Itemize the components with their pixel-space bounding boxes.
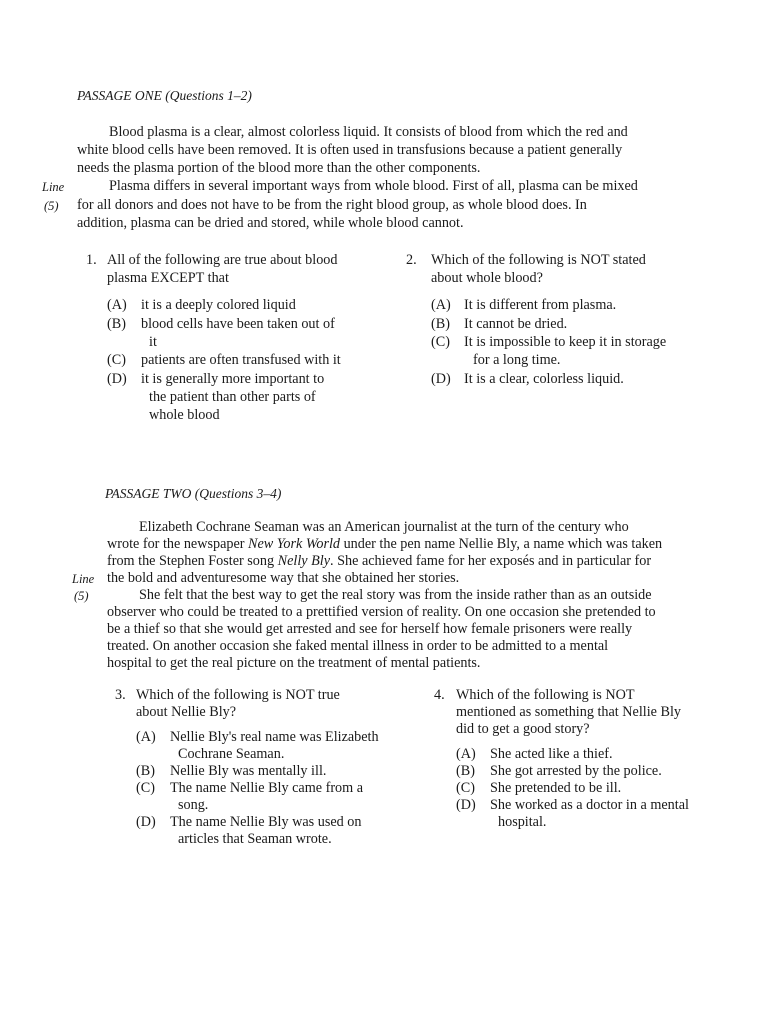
option-letter-c[interactable]: (C) [431,334,450,350]
option-text-a[interactable]: it is a deeply colored liquid [141,297,296,313]
question-stem: plasma EXCEPT that [107,270,229,286]
option-letter-a[interactable]: (A) [107,297,127,313]
option-text-b[interactable]: Nellie Bly was mentally ill. [170,763,327,779]
option-text-d[interactable]: it is generally more important to [141,371,325,387]
option-letter-c[interactable]: (C) [456,780,475,796]
option-text-a[interactable]: Cochrane Seaman. [178,746,285,762]
passage-line: Elizabeth Cochrane Seaman was an American journalist at the turn of the century who [139,519,629,535]
passage-line: from the Stephen Foster song Nelly Bly. She achieved fame for her exposés and in particular for [107,553,652,569]
passage-one-heading: PASSAGE ONE (Questions 1–2) [77,88,252,103]
question-stem: Which of the following is NOT [456,687,635,703]
option-letter-b[interactable]: (B) [107,316,126,332]
option-text-c[interactable]: She pretended to be ill. [490,780,622,796]
passage-line: She felt that the best way to get the real story was from the inside rather than as an outside [139,587,652,603]
question-stem: about Nellie Bly? [136,704,237,720]
question-number: 2. [406,252,417,268]
option-text-d[interactable]: articles that Seaman wrote. [178,831,332,847]
passage-line: treated. On another occasion she faked mental illness in order to be admitted to a mental [107,638,609,654]
italic-title: New York World [248,536,341,552]
question-number: 3. [115,687,126,703]
question-stem: Which of the following is NOT stated [431,252,646,268]
option-letter-b[interactable]: (B) [136,763,155,779]
option-letter-c[interactable]: (C) [107,352,126,368]
option-text-a[interactable]: It is different from plasma. [464,297,617,313]
passage-line: hospital to get the real picture on the treatment of mental patients. [107,655,481,671]
option-letter-d[interactable]: (D) [107,371,127,387]
option-letter-a[interactable]: (A) [431,297,451,313]
option-text-c[interactable]: for a long time. [473,352,561,368]
line-number: (5) [74,589,89,603]
option-text-d[interactable]: It is a clear, colorless liquid. [464,371,624,387]
option-text-d[interactable]: hospital. [498,814,547,830]
option-text-b[interactable]: She got arrested by the police. [490,763,662,779]
option-letter-b[interactable]: (B) [431,316,450,332]
passage-line: Plasma differs in several important ways from whole blood. First of all, plasma can be mixed [109,178,638,194]
option-letter-a[interactable]: (A) [456,746,476,762]
option-text-c[interactable]: song. [178,797,209,813]
question-stem: about whole blood? [431,270,543,286]
passage-line: for all donors and does not have to be from the right blood group, as whole blood does. In [77,197,587,213]
option-text-d[interactable]: The name Nellie Bly was used on [170,814,362,830]
option-text-c[interactable]: It is impossible to keep it in storage [464,334,667,350]
passage-line: the bold and adventuresome way that she obtained her stories. [107,570,460,586]
passage-line: needs the plasma portion of the blood more than the other components. [77,160,481,176]
question-number: 4. [434,687,445,703]
option-letter-a[interactable]: (A) [136,729,156,745]
option-text-c[interactable]: patients are often transfused with it [141,352,341,368]
option-text-b[interactable]: it [149,334,157,350]
line-number: (5) [44,199,59,213]
question-stem: Which of the following is NOT true [136,687,340,703]
option-text-d[interactable]: the patient than other parts of [149,389,316,405]
option-text-a[interactable]: Nellie Bly's real name was Elizabeth [170,729,379,745]
option-text-b[interactable]: It cannot be dried. [464,316,568,332]
option-letter-c[interactable]: (C) [136,780,155,796]
line-label: Line [72,572,95,586]
question-stem: did to get a good story? [456,721,590,737]
passage-line: addition, plasma can be dried and stored, while whole blood cannot. [77,215,464,231]
passage-line: Blood plasma is a clear, almost colorless liquid. It consists of blood from which the red and [109,124,628,140]
italic-title: Nelly Bly [277,553,331,569]
question-number: 1. [86,252,97,268]
option-text-a[interactable]: She acted like a thief. [490,746,613,762]
passage-line: wrote for the newspaper New York World under the pen name Nellie Bly, a name which was taken [107,536,663,552]
passage-line: observer who could be treated to a prettified version of reality. On one occasion she pretended to [107,604,656,620]
passage-line: be a thief so that she would get arrested and see for herself how female prisoners were really [107,621,633,637]
option-text-d[interactable]: whole blood [149,407,220,423]
option-letter-d[interactable]: (D) [456,797,476,813]
option-letter-b[interactable]: (B) [456,763,475,779]
option-letter-d[interactable]: (D) [431,371,451,387]
passage-two-heading: PASSAGE TWO (Questions 3–4) [105,486,282,501]
passage-line: white blood cells have been removed. It is often used in transfusions because a patient generally [77,142,623,158]
option-text-d[interactable]: She worked as a doctor in a mental [490,797,689,813]
option-letter-d[interactable]: (D) [136,814,156,830]
line-label: Line [42,180,65,194]
question-stem: mentioned as something that Nellie Bly [456,704,681,720]
option-text-b[interactable]: blood cells have been taken out of [141,316,335,332]
option-text-c[interactable]: The name Nellie Bly came from a [170,780,364,796]
question-stem: All of the following are true about blood [107,252,338,268]
